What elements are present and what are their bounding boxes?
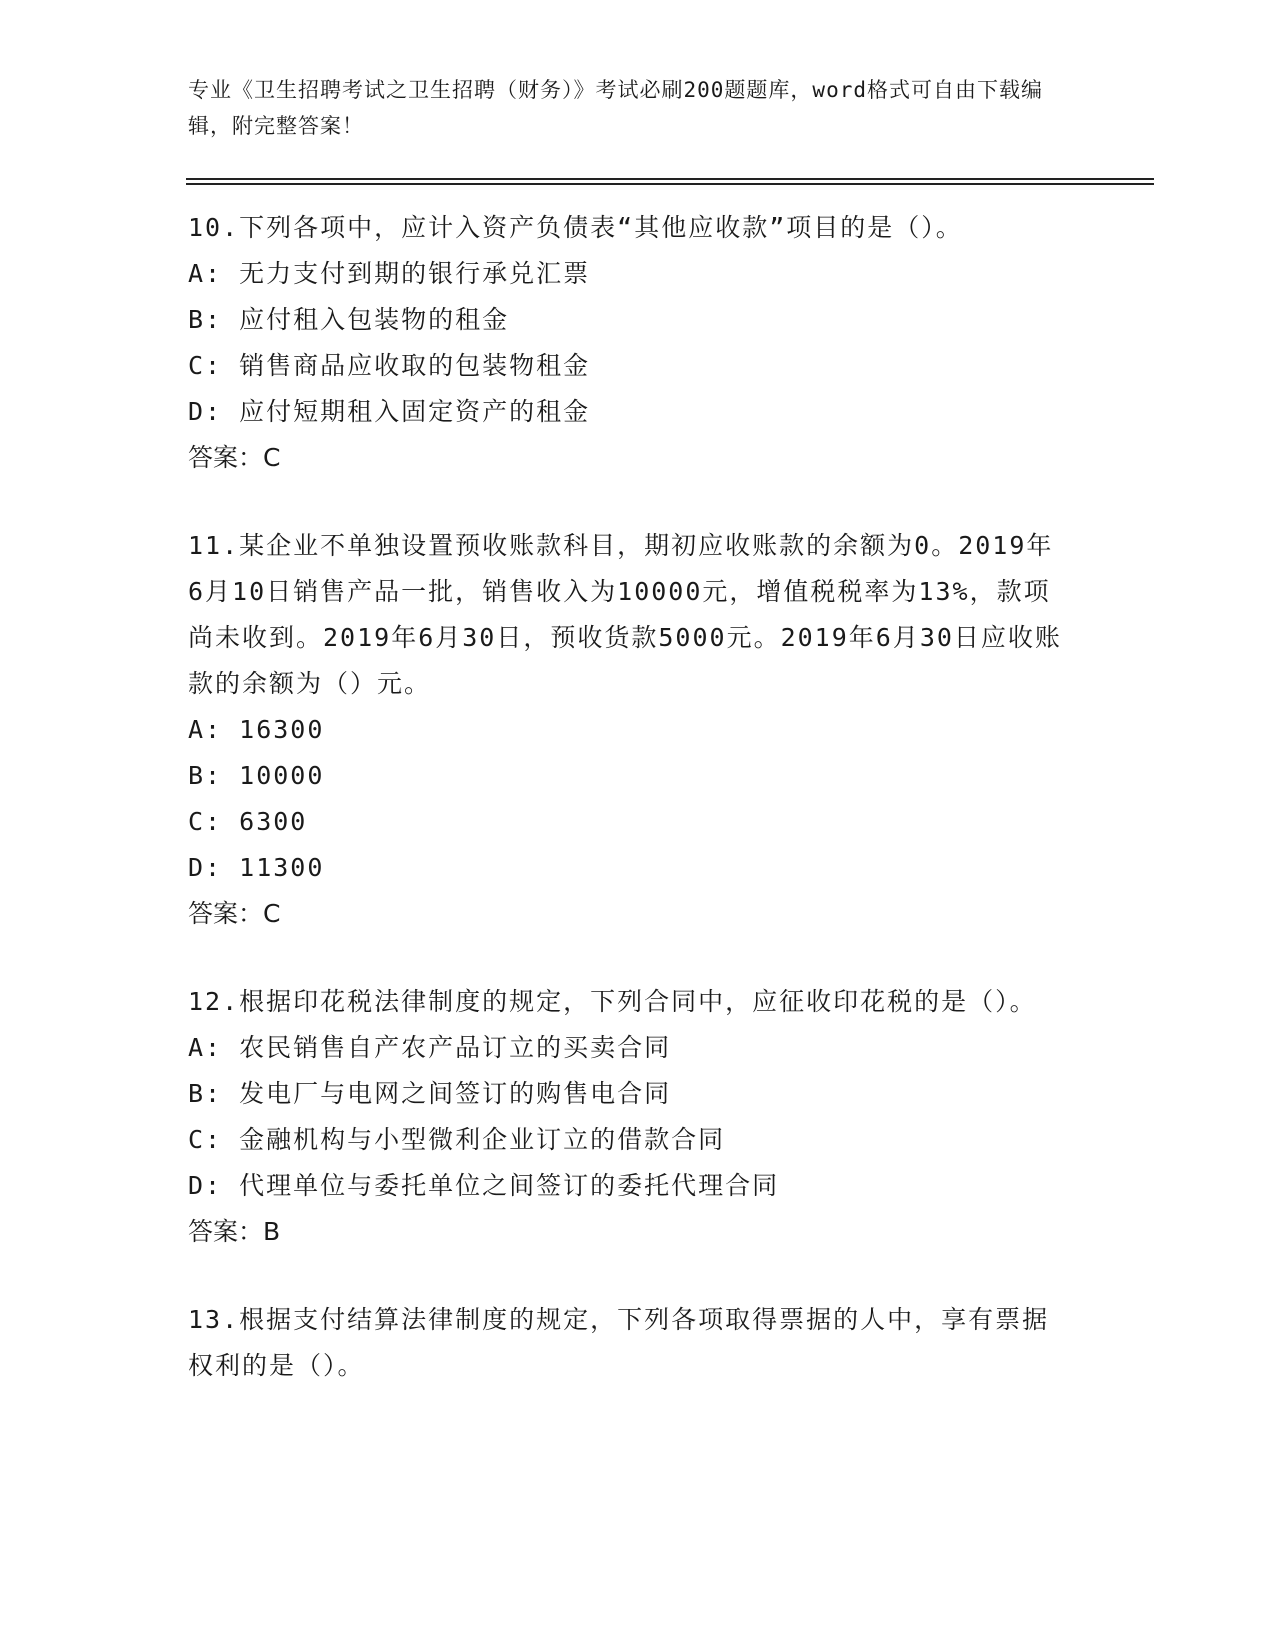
answer-text: 答案：B [188, 1217, 281, 1246]
document-header: 专业《卫生招聘考试之卫生招聘（财务）》考试必刷200题题库，word格式可自由下载编辑，附完整答案！ [188, 78, 1043, 138]
option-c: C: 销售商品应收取的包装物租金 [188, 351, 591, 380]
option-a: A: 无力支付到期的银行承兑汇票 [188, 259, 591, 288]
question-12 [188, 979, 1068, 1255]
option-b: B: 10000 [188, 761, 325, 790]
question-stem: 13.根据支付结算法律制度的规定，下列各项取得票据的人中，享有票据权利的是（）。 [188, 1305, 1050, 1380]
question-10 [188, 205, 1068, 481]
answer-text: 答案：C [188, 443, 281, 472]
option-a: A: 16300 [188, 715, 325, 744]
option-d: D: 11300 [188, 853, 325, 882]
question-list [188, 205, 1068, 1431]
question-stem: 11.某企业不单独设置预收账款科目，期初应收账款的余额为0。2019年6月10日销售产品一批，销售收入为10000元，增值税税率为13%，款项尚未收到。2019年6月30日，预收货款5000元。2019年6月30日应收账款的余额为（）元。 [188, 531, 1062, 698]
option-b: B: 发电厂与电网之间签订的购售电合同 [188, 1079, 672, 1108]
header-divider-bottom [186, 183, 1154, 185]
option-c: C: 6300 [188, 807, 308, 836]
question-stem: 10.下列各项中，应计入资产负债表“其他应收款”项目的是（）。 [188, 213, 963, 242]
answer-text: 答案：C [188, 899, 281, 928]
question-11 [188, 523, 1068, 937]
option-a: A: 农民销售自产农产品订立的买卖合同 [188, 1033, 672, 1062]
question-stem: 12.根据印花税法律制度的规定，下列合同中，应征收印花税的是（）。 [188, 987, 1037, 1016]
question-13 [188, 1297, 1068, 1389]
option-d: D: 代理单位与委托单位之间签订的委托代理合同 [188, 1171, 780, 1200]
option-d: D: 应付短期租入固定资产的租金 [188, 397, 591, 426]
option-c: C: 金融机构与小型微利企业订立的借款合同 [188, 1125, 726, 1154]
header-divider-top [186, 178, 1154, 180]
option-b: B: 应付租入包装物的租金 [188, 305, 510, 334]
